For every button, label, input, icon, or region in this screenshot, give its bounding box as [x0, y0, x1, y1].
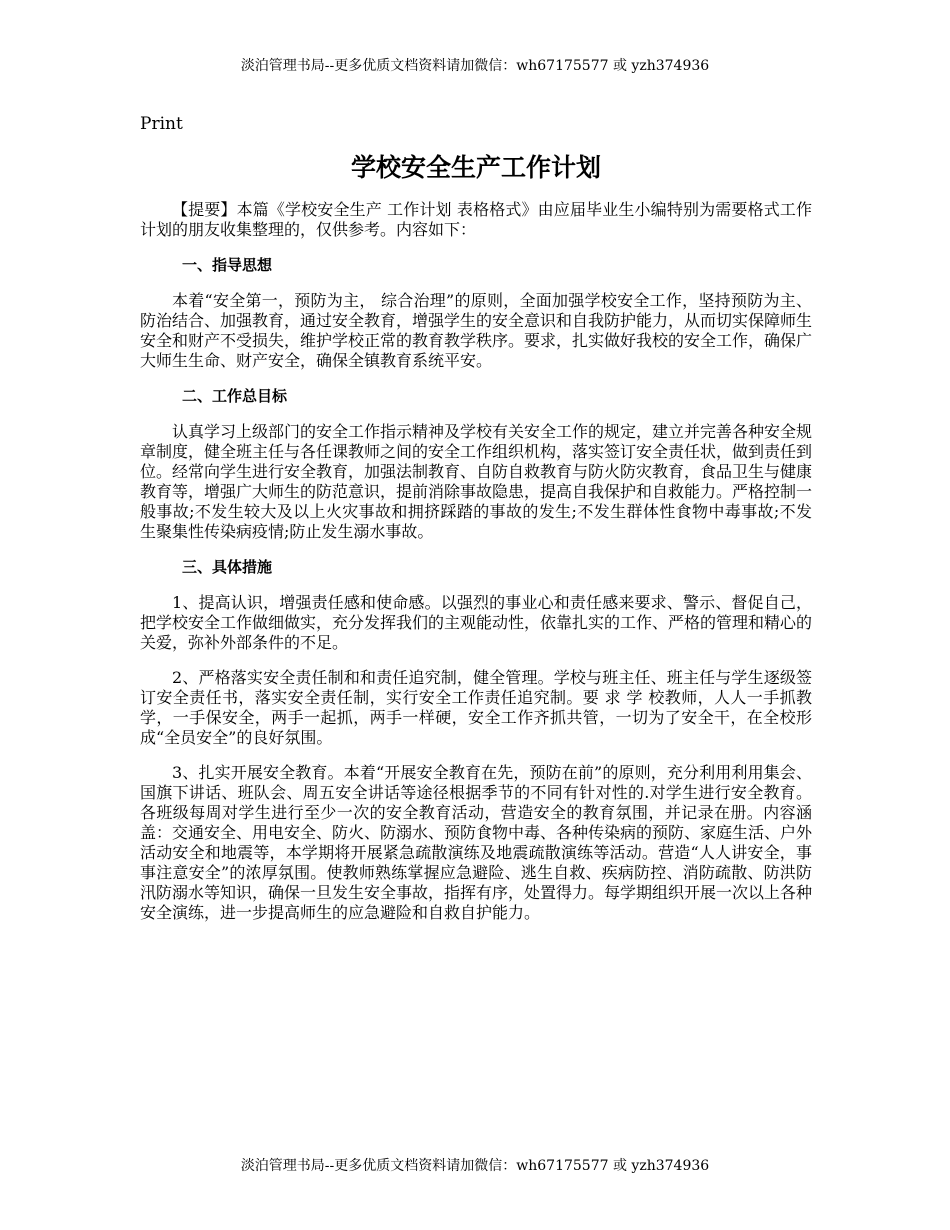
section-paragraph: 认真学习上级部门的安全工作指示精神及学校有关安全工作的规定，建立并完善各种安全规章制度，健全班主任与各任课教师之间的安全工作组织机构，落实签订安全责任状，做到责任到位。经常向学生进行安全教育，加强法制教育、自防自救教育与防火防灾教育，食品卫生与健康教育等，增强广大师生的防范意识，提前消除事故隐患，提高自我保护和自救能力。严格控制一般事故;不发生较大及以上火灾事故和拥挤踩踏的事故的发生;不发生群体性食物中毒事故;不发生聚集性传染病疫情;防止发生溺水事故。	[140, 422, 813, 541]
document-body	[140, 112, 812, 938]
intro-paragraph: 【提要】本篇《学校安全生产 工作计划 表格格式》由应届毕业生小编特别为需要格式工作计划的朋友收集整理的，仅供参考。内容如下：	[140, 200, 812, 239]
section-paragraph: 本着“安全第一，预防为主， 综合治理”的原则，全面加强学校安全工作，坚持预防为主、防治结合、加强教育，通过安全教育，增强学生的安全意识和自我防护能力，从而切实保障师生安全和财产不受损失，维护学校正常的教育教学秩序。要求，扎实做好我校的安全工作，确保广大师生生命、财产安全，确保全镇教育系统平安。	[140, 291, 813, 370]
page-title: 学校安全生产工作计划	[350, 153, 601, 182]
page-header: 淡泊管理书局--更多优质文档资料请加微信：wh67175577 或 yzh374936	[240, 58, 710, 74]
measure-paragraph: 3、扎实开展安全教育。本着“开展安全教育在先，预防在前”的原则，充分利用利用集会、国旗下讲话、班队会、周五安全讲话等途径根据季节的不同有针对性的.对学生进行安全教育。各班级每周对学生进行至少一次的安全教育活动，营造安全的教育氛围，并记录在册。内容涵盖：交通安全、用电安全、防火、防溺水、预防食物中毒、各种传染病的预防、家庭生活、户外活动安全和地震等，本学期将开展紧急疏散演练及地震疏散演练等活动。营造“人人讲安全，事事注意安全”的浓厚氛围。使教师熟练掌握应急避险、逃生自救、疾病防控、消防疏散、防洪防汛防溺水等知识，确保一旦发生安全事故，指挥有序，处置得力。每学期组织开展一次以上各种安全演练，进一步提高师生的应急避险和自救自护能力。	[140, 763, 813, 922]
section-heading-guiding-ideology: 一、指导思想	[182, 256, 273, 274]
section-heading-overall-goal: 二、工作总目标	[182, 387, 288, 405]
section-heading-specific-measures: 三、具体措施	[182, 558, 273, 576]
print-label: Print	[140, 114, 183, 134]
measure-paragraph: 2、严格落实安全责任制和和责任追究制，健全管理。学校与班主任、班主任与学生逐级签订安全责任书，落实安全责任制，实行安全工作责任追究制。要 求 学 校教师，人人一手抓教学，一手保安全，两手一起抓，两手一样硬，安全工作齐抓共管，一切为了安全干，在全校形成“全员安全”的良好氛围。	[140, 668, 812, 747]
measure-paragraph: 1、提高认识，增强责任感和使命感。以强烈的事业心和责任感来要求、警示、督促自己，把学校安全工作做细做实，充分发挥我们的主观能动性，依靠扎实的工作、严格的管理和精心的关爱，弥补外部条件的不足。	[140, 593, 813, 652]
page-footer: 淡泊管理书局--更多优质文档资料请加微信：wh67175577 或 yzh374936	[240, 1158, 710, 1174]
